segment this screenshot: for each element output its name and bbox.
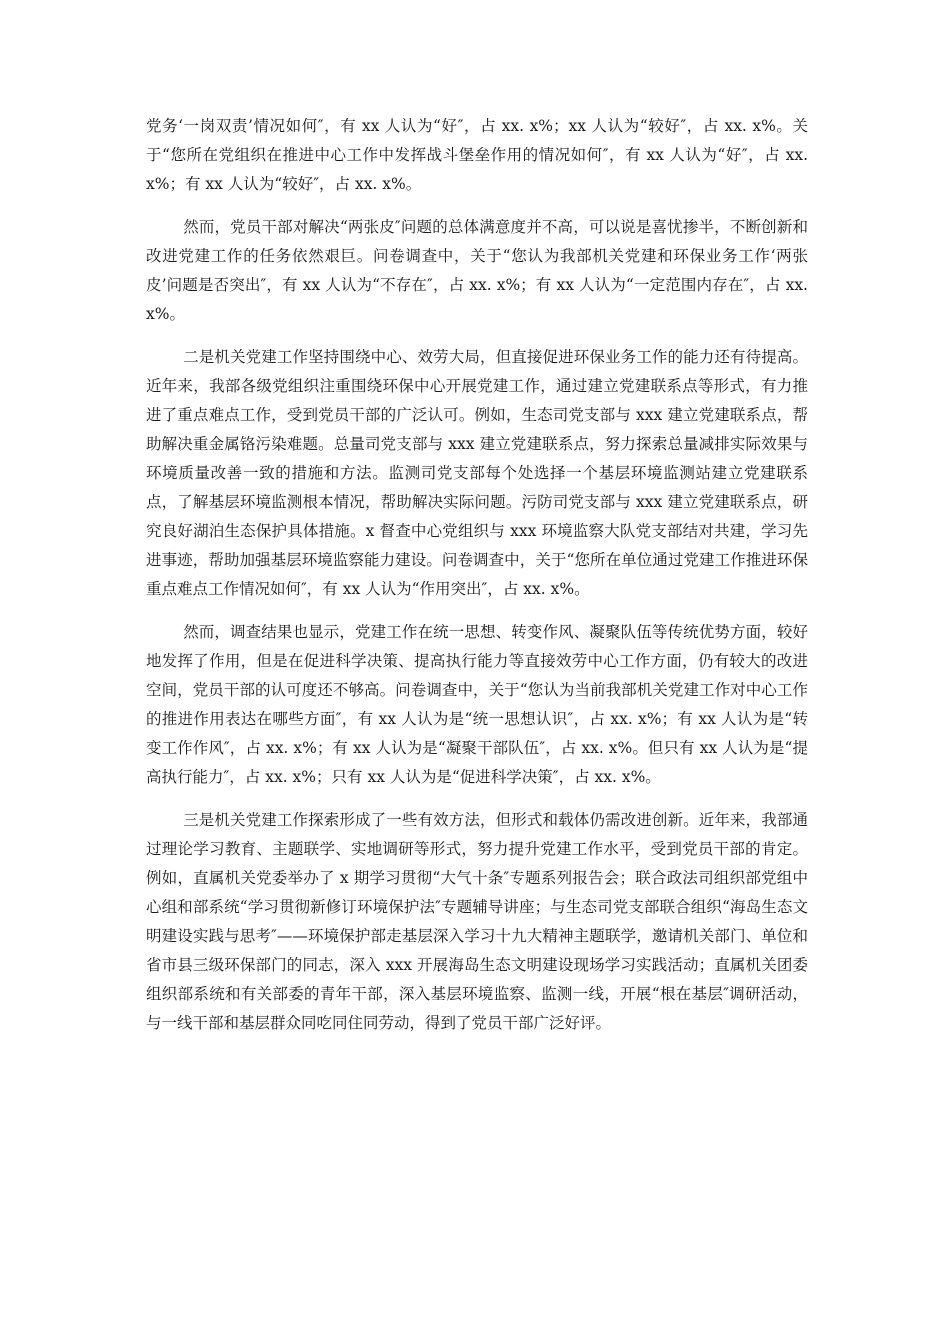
paragraph-1: 党务‘一岗双责’情况如何″，有 xx 人认为“好″，占 xx. x%；xx 人认为“较好″，占 xx. x%。关于“您所在党组织在推进中心工作中发挥战斗堡垒作用的情况如何″，有 xx 人认为“好″，占 xx. x%；有 xx 人认为“较好″，占 xx. x%。 xyxy=(146,117,808,193)
paragraph-4: 然而，调查结果也显示，党建工作在统一思想、转变作风、凝聚队伍等传统优势方面，较好地发挥了作用，但是在促进科学决策、提高执行能力等直接效劳中心工作方面，仍有较大的改进空间，党员干部的认可度还不够高。问卷调查中，关于“您认为当前我部机关党建工作对中心工作的推进作用表达在哪些方面″，有 xx 人认为是“统一思想认识″，占 xx. x%；有 xx 人认为是“转变工作作风″，占 xx. x%；有 xx 人认为是“凝聚干部队伍″，占 xx. x%。但只有 xx 人认为是“提高执行能力″，占 xx. x%；只有 xx 人认为是“促进科学决策″，占 xx. x%。 xyxy=(146,623,808,786)
paragraph-3: 二是机关党建工作坚持围绕中心、效劳大局，但直接促进环保业务工作的能力还有待提高。近年来，我部各级党组织注重围绕环保中心开展党建工作，通过建立党建联系点等形式，有力推进了重点难点工作，受到党员干部的广泛认可。例如，生态司党支部与 xxx 建立党建联系点，帮助解决重金属铬污染难题。总量司党支部与 xxx 建立党建联系点，努力探索总量减排实际效果与环境质量改善一致的措施和方法。监测司党支部每个处选择一个基层环境监测站建立党建联系点，了解基层环境监测根本情况，帮助解决实际问题。污防司党支部与 xxx 建立党建联系点，研究良好湖泊生态保护具体措施。x 督查中心党组织与 xxx 环境监察大队党支部结对共建，学习先进事迹，帮助加强基层环境监察能力建设。问卷调查中，关于“您所在单位通过党建工作推进环保重点难点工作情况如何″，有 xx 人认为“作用突出″，占 xx. x%。 xyxy=(146,348,808,598)
paragraph-2: 然而，党员干部对解决“两张皮″问题的总体满意度并不高，可以说是喜忧掺半，不断创新和改进党建工作的任务依然艰巨。问卷调查中，关于“您认为我部机关党建和环保业务工作‘两张皮’问题是否突出″，有 xx 人认为“不存在″，占 xx. x%；有 xx 人认为“一定范围内存在″，占 xx. x%。 xyxy=(146,218,808,323)
paragraph-5: 三是机关党建工作探索形成了一些有效方法，但形式和载体仍需改进创新。近年来，我部通过理论学习教育、主题联学、实地调研等形式，努力提升党建工作水平，受到党员干部的肯定。例如，直属机关党委举办了 x 期学习贯彻“大气十条″专题系列报告会；联合政法司组织部党组中心组和部系统“学习贯彻新修订环境保护法″专题辅导讲座；与生态司党支部联合组织“海岛生态文明建设实践与思考″——环境保护部走基层深入学习十九大精神主题联学，邀请机关部门、单位和省市县三级环保部门的同志，深入 xxx 开展海岛生态文明建设现场学习实践活动；直属机关团委组织部系统和有关部委的青年干部，深入基层环境监察、监测一线，开展“根在基层″调研活动，与一线干部和基层群众同吃同住同劳动，得到了党员干部广泛好评。 xyxy=(146,811,808,1032)
document-body xyxy=(146,112,808,1052)
